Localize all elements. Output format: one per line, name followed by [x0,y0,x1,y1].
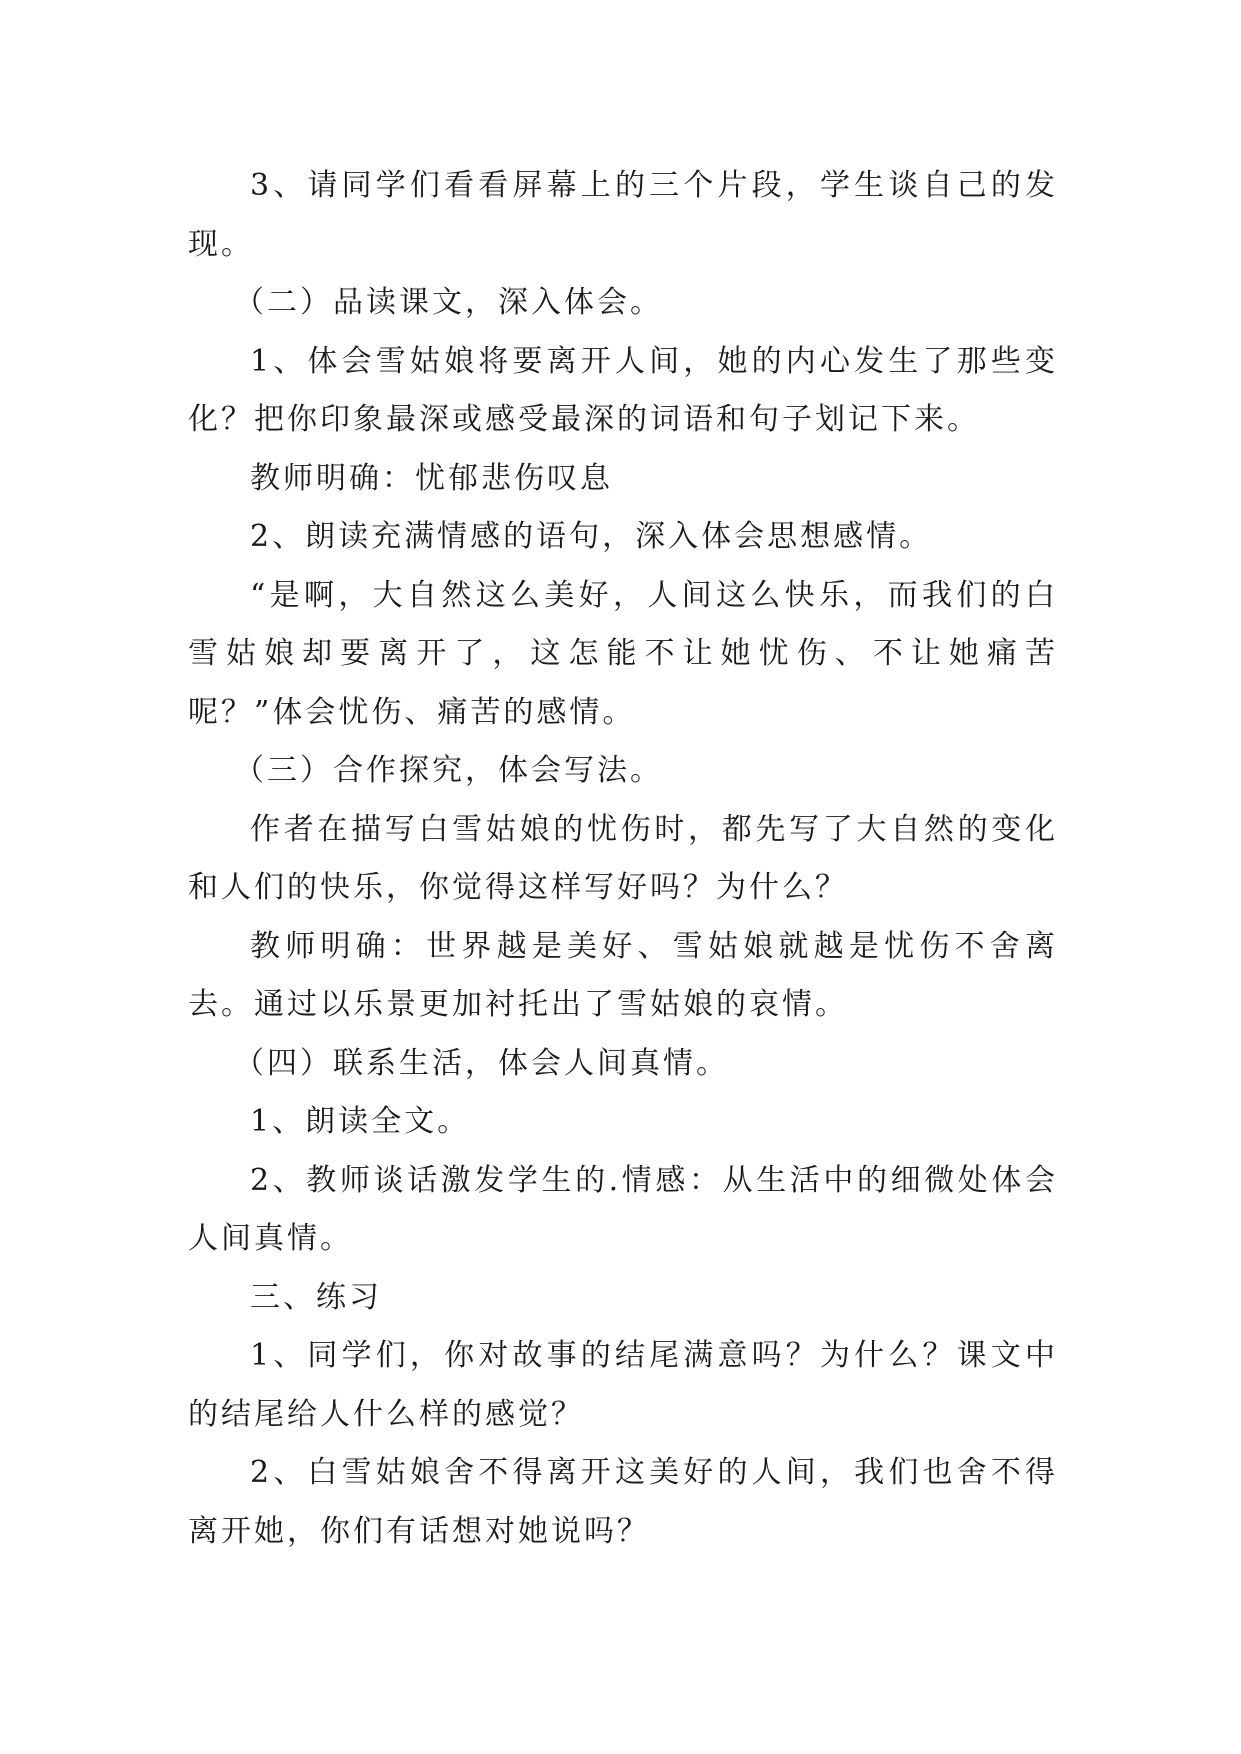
section-heading-practice: 三、练习 [250,1279,382,1315]
section-heading-cooperate: （三）合作探究，体会写法。 [234,753,663,788]
paragraph-observe-clips: 3、请同学们看看屏幕上的三个片段，学生谈自己的发现。 [188,168,1058,262]
paragraph-quote: “是啊，大自然这么美好，人间这么快乐，而我们的白雪姑娘却要离开了，这怎能不让她忧伤、不让她痛苦呢？”体会忧伤、痛苦的感情。 [188,577,1058,730]
paragraph-teacher-clarify-1: 教师明确：忧郁悲伤叹息 [250,460,613,496]
paragraph-writing-method: 作者在描写白雪姑娘的忧伤时，都先写了大自然的变化和人们的快乐，你觉得这样写好吗？为什么？ [188,811,1058,905]
paragraph-read-full-text: 1、朗读全文。 [250,1104,471,1139]
paragraph-practice-1: 1、同学们，你对故事的结尾满意吗？为什么？课文中的结尾给人什么样的感觉？ [188,1338,1058,1432]
paragraph-teacher-clarify-2: 教师明确：世界越是美好、雪姑娘就越是忧伤不舍离去。通过以乐景更加衬托出了雪姑娘的哀情。 [188,928,1058,1022]
document-body [188,157,1058,1561]
section-heading-life: （四）联系生活，体会人间真情。 [234,1045,729,1081]
paragraph-teacher-talk: 2、教师谈话激发学生的.情感：从生活中的细微处体会人间真情。 [188,1162,1058,1256]
paragraph-practice-2: 2、白雪姑娘舍不得离开这美好的人间，我们也舍不得离开她，你们有话想对她说吗？ [188,1455,1058,1549]
paragraph-read-aloud: 2、朗读充满情感的语句，深入体会思想感情。 [250,519,933,554]
section-heading-read-text: （二）品读课文，深入体会。 [234,285,663,320]
paragraph-inner-changes: 1、体会雪姑娘将要离开人间，她的内心发生了那些变化？把你印象最深或感受最深的词语和句子划记下来。 [188,343,1058,437]
